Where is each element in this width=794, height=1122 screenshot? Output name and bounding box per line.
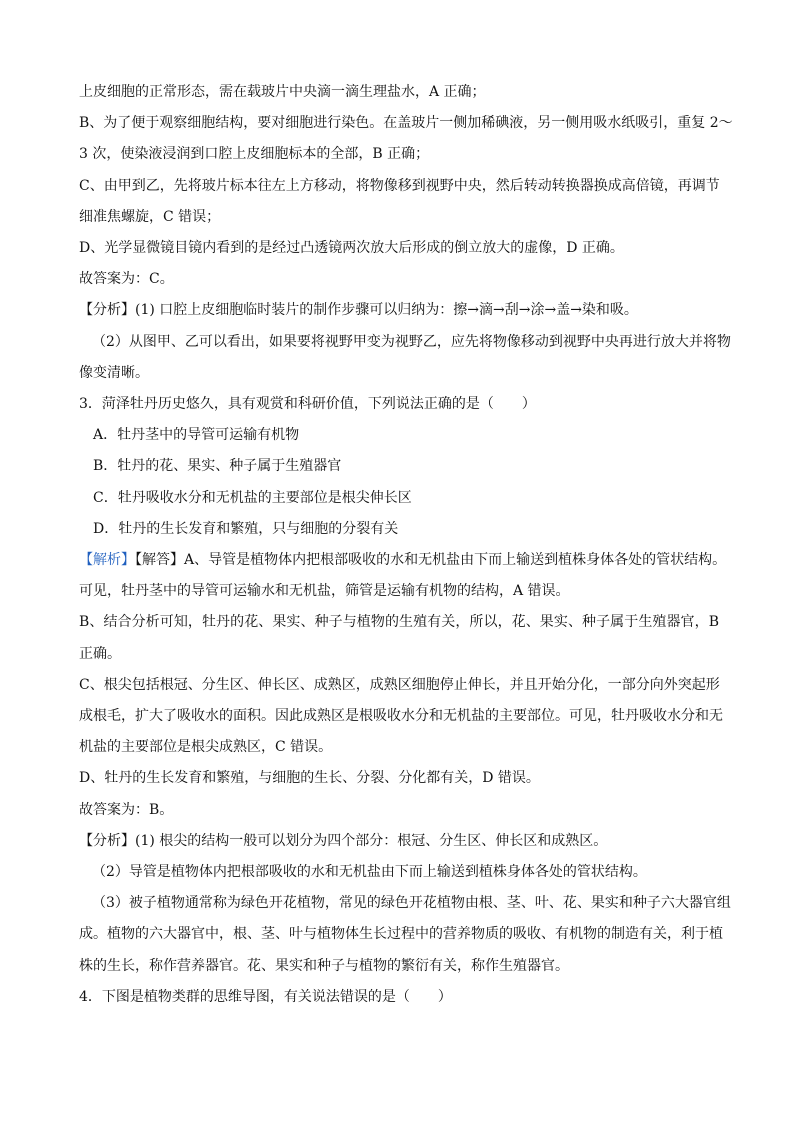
- text-line: （2）从图甲、乙可以看出，如果要将视野甲变为视野乙，应先将物像移动到视野中央再进行放大并将物: [92, 334, 731, 350]
- question-3-stem: 3．菏泽牡丹历史悠久，具有观赏和科研价值，下列说法正确的是（ ）: [79, 396, 536, 412]
- text-line: C、由甲到乙，先将玻片标本往左上方移动，将物像移到视野中央，然后转动转换器换成高倍镜，再调节: [79, 178, 720, 194]
- question-3-option-b: B．牡丹的花、果实、种子属于生殖器官: [93, 458, 342, 474]
- text-line: B、结合分析可知，牡丹的花、果实、种子与植物的生殖有关，所以，花、果实、种子属于生殖器官，B: [79, 614, 719, 630]
- question-3-option-a: A．牡丹茎中的导管可运输有机物: [93, 427, 300, 443]
- text-line: B、为了便于观察细胞结构，要对细胞进行染色。在盖玻片一侧加稀碘液，另一侧用吸水纸吸引，重复 2～: [79, 115, 733, 131]
- text-line: C、根尖包括根冠、分生区、伸长区、成熟区，成熟区细胞停止伸长，并且开始分化，一部分向外突起形: [79, 677, 720, 693]
- solution-text: 【解答】A、导管是植物体内把根部吸收的水和无机盐由下而上输送到植株身体各处的管状结构。: [135, 552, 727, 568]
- text-line: 上皮细胞的正常形态，需在载玻片中央滴一滴生理盐水，A 正确；: [79, 84, 486, 100]
- answer-line: 故答案为：C。: [79, 271, 174, 287]
- jiexi-tag: 【解析】: [79, 552, 135, 568]
- text-line: 成。植物的六大器官中，根、茎、叶与植物体生长过程中的营养物质的吸收、有机物的制造有关，利于植: [79, 926, 723, 942]
- question-4-stem: 4．下图是植物类群的思维导图，有关说法错误的是（ ）: [79, 989, 452, 1005]
- text-line: 像变清晰。: [79, 365, 149, 381]
- text-line: 株的生长，称作营养器官。花、果实和种子与植物的繁衍有关，称作生殖器官。: [79, 958, 569, 974]
- text-line: 成根毛，扩大了吸收水的面积。因此成熟区是根吸收水分和无机盐的主要部位。可见，牡丹吸收水分和无: [79, 708, 723, 724]
- analysis-line: 【分析】(1) 根尖的结构一般可以划分为四个部分：根冠、分生区、伸长区和成熟区。: [79, 833, 608, 849]
- analysis-line: 【分析】(1) 口腔上皮细胞临时装片的制作步骤可以归纳为：擦→滴→刮→涂→盖→染和吸。: [79, 302, 638, 318]
- text-line: （3）被子植物通常称为绿色开花植物，常见的绿色开花植物由根、茎、叶、花、果实和种子六大器官组: [92, 895, 731, 911]
- text-line: 机盐的主要部位是根尖成熟区，C 错误。: [79, 739, 333, 755]
- answer-line: 故答案为：B。: [79, 802, 174, 818]
- text-line: D、光学显微镜目镜内看到的是经过凸透镜两次放大后形成的倒立放大的虚像，D 正确。: [79, 240, 624, 256]
- text-line: 可见，牡丹茎中的导管可运输水和无机盐，筛管是运输有机物的结构，A 错误。: [79, 583, 570, 599]
- question-3-option-d: D．牡丹的生长发育和繁殖，只与细胞的分裂有关: [93, 521, 399, 537]
- text-line: 正确。: [79, 646, 121, 662]
- text-line: 细准焦螺旋，C 错误；: [79, 209, 221, 225]
- solution-line: [79, 551, 727, 569]
- text-line: （2）导管是植物体内把根部吸收的水和无机盐由下而上输送到植株身体各处的管状结构。: [92, 864, 647, 880]
- text-line: D、牡丹的生长发育和繁殖，与细胞的生长、分裂、分化都有关，D 错误。: [79, 770, 540, 786]
- question-3-option-c: C．牡丹吸收水分和无机盐的主要部位是根尖伸长区: [93, 490, 412, 506]
- text-line: 3 次，使染液浸润到口腔上皮细胞标本的全部，B 正确；: [79, 146, 430, 162]
